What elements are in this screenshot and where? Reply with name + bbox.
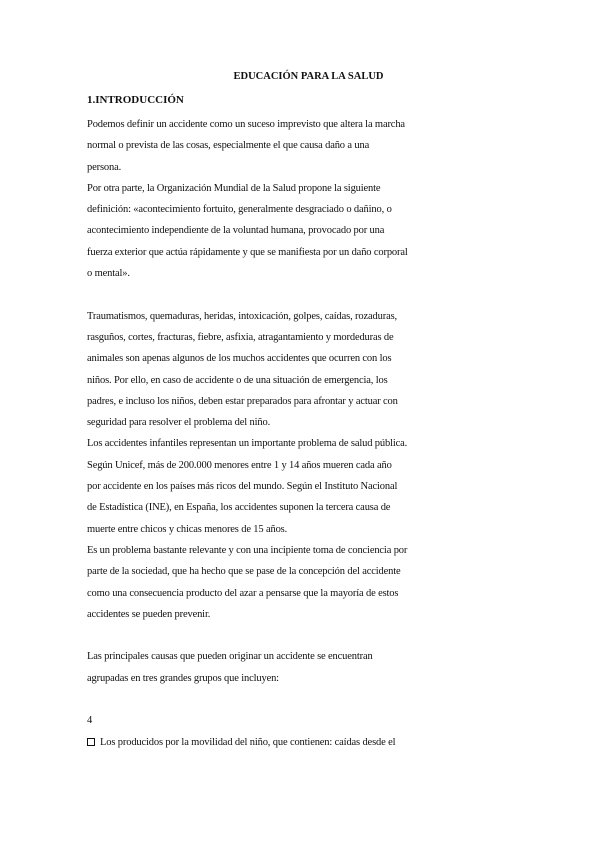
bullet-text: Los producidos por la movilidad del niño, que contienen: caídas desde el	[100, 736, 396, 748]
checkbox-square-icon	[87, 738, 95, 746]
blank-line	[87, 625, 527, 646]
body-line: accidentes se pueden prevenir.	[87, 608, 211, 620]
body-line: Por otra parte, la Organización Mundial de la Salud propone la siguiente	[87, 182, 381, 194]
body-line: de Estadística (INE), en España, los accidentes suponen la tercera causa de	[87, 502, 391, 514]
body-line: o mental».	[87, 268, 130, 280]
blank-line	[87, 284, 527, 305]
document-title: EDUCACIÓN PARA LA SALUD	[233, 71, 384, 82]
body-line: niños. Por ello, en caso de accidente o de una situación de emergencia, los	[87, 374, 388, 386]
body-line: persona.	[87, 161, 122, 173]
body-line: por accidente en los países más ricos del mundo. Según el Instituto Nacional	[87, 481, 398, 493]
body-line: padres, e incluso los niños, deben estar preparados para afrontar y actuar con	[87, 395, 398, 407]
body-line: como una consecuencia producto del azar a pensarse que la mayoría de estos	[87, 587, 399, 599]
body-line: parte de la sociedad, que ha hecho que se pase de la concepción del accidente	[87, 566, 401, 578]
body-line: rasguños, cortes, fracturas, fiebre, asfixia, atragantamiento y mordeduras de	[87, 331, 394, 343]
bullet-item	[87, 732, 527, 753]
body-line: Es un problema bastante relevante y con una incipiente toma de conciencia por	[87, 544, 408, 556]
list-number: 4	[87, 715, 93, 727]
blank-line	[87, 689, 527, 710]
body-line: agrupadas en tres grandes grupos que incluyen:	[87, 672, 279, 684]
body-line: fuerza exterior que actúa rápidamente y que se manifiesta por un daño corporal	[87, 246, 408, 258]
body-line: acontecimiento independiente de la voluntad humana, provocado por una	[87, 225, 385, 237]
document-body	[87, 114, 527, 753]
body-line: Traumatismos, quemaduras, heridas, intoxicación, golpes, caídas, rozaduras,	[87, 310, 397, 322]
body-line: Las principales causas que pueden originar un accidente se encuentran	[87, 651, 373, 663]
body-line: Los accidentes infantiles representan un importante problema de salud pública.	[87, 438, 408, 450]
body-line: seguridad para resolver el problema del niño.	[87, 417, 271, 429]
body-line: normal o prevista de las cosas, especialmente el que causa daño a una	[87, 140, 370, 152]
body-line: Podemos definir un accidente como un suceso imprevisto que altera la marcha	[87, 119, 405, 130]
section-heading: 1.INTRODUCCIÓN	[87, 94, 184, 106]
body-line: definición: «acontecimiento fortuito, generalmente desgraciado o dañino, o	[87, 204, 392, 216]
body-line: muerte entre chicos y chicas menores de 15 años.	[87, 523, 288, 535]
body-line: Según Unicef, más de 200.000 menores entre 1 y 14 años mueren cada año	[87, 459, 392, 471]
body-line: animales son apenas algunos de los muchos accidentes que ocurren con los	[87, 353, 392, 365]
